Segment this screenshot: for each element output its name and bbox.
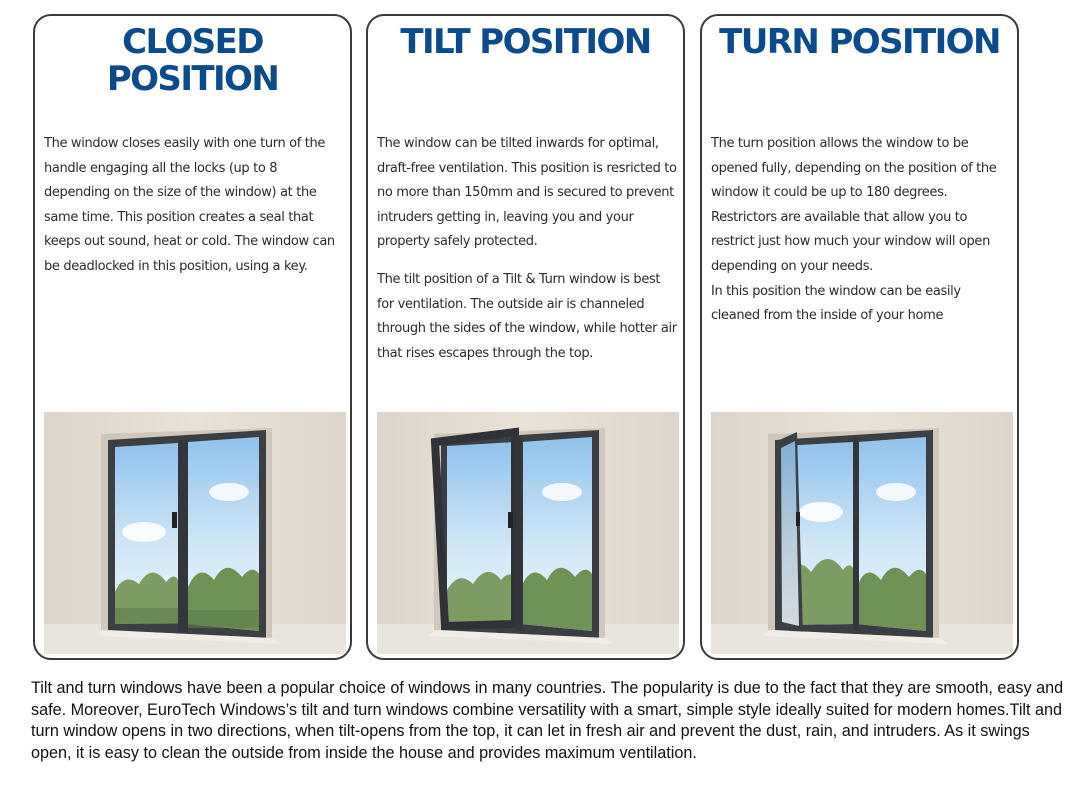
turn-position-card	[700, 14, 1019, 660]
card-description	[711, 132, 1011, 329]
title-line: TILT POSITION	[400, 22, 651, 62]
turned-window-illustration	[711, 412, 1013, 654]
title-line: CLOSED	[122, 22, 263, 62]
description-paragraph: The window closes easily with one turn of the handle engaging all the locks (up to 8 depending on the size of the window) at the same time. This position creates a seal that keeps out sound, heat or cold. The window can be deadlocked in this position, using a key.	[44, 136, 335, 274]
description-paragraph: In this position the window can be easily cleaned from the inside of your home	[711, 283, 961, 324]
description-paragraph: The tilt position of a Tilt & Turn window is best for ventilation. The outside air is channeled through the sides of the window, while hotter air that rises escapes through the top.	[377, 271, 677, 361]
closed-window-photo	[44, 412, 346, 654]
card-title	[368, 24, 683, 61]
closed-window-illustration	[44, 412, 346, 654]
card-title	[702, 24, 1017, 61]
title-line: TURN POSITION	[719, 22, 1000, 62]
title-line: POSITION	[106, 59, 279, 99]
tilt-position-card	[366, 14, 685, 660]
closed-position-card	[33, 14, 352, 660]
description-paragraph: The turn position allows the window to be opened fully, depending on the position of the window it could be up to 180 degrees. Restrictors are available that allow you to restrict just how much your window will open depending on your needs.	[711, 136, 997, 274]
tilted-window-illustration	[377, 412, 679, 654]
card-description	[377, 132, 677, 366]
card-description	[44, 132, 344, 280]
description-paragraph: The window can be tilted inwards for optimal, draft-free ventilation. This position is resricted to no more than 150mm and is secured to prevent intruders getting in, leaving you and your property safely protected.	[377, 136, 677, 250]
footer-description: Tilt and turn windows have been a popular choice of windows in many countries. The popularity is due to the fact that they are smooth, easy and safe. Moreover, EuroTech Windows’s tilt and turn windows combine versatility with a smart, simple style ideally suited for modern homes.Tilt and turn window opens in two directions, when tilt-opens from the top, it can let in fresh air and prevent the dust, rain, and intruders. As it swings open, it is easy to clean the outside from inside the house and provides maximum ventilation.	[31, 679, 1064, 762]
turned-window-photo	[711, 412, 1013, 654]
tilted-window-photo	[377, 412, 679, 654]
card-title	[35, 24, 350, 98]
